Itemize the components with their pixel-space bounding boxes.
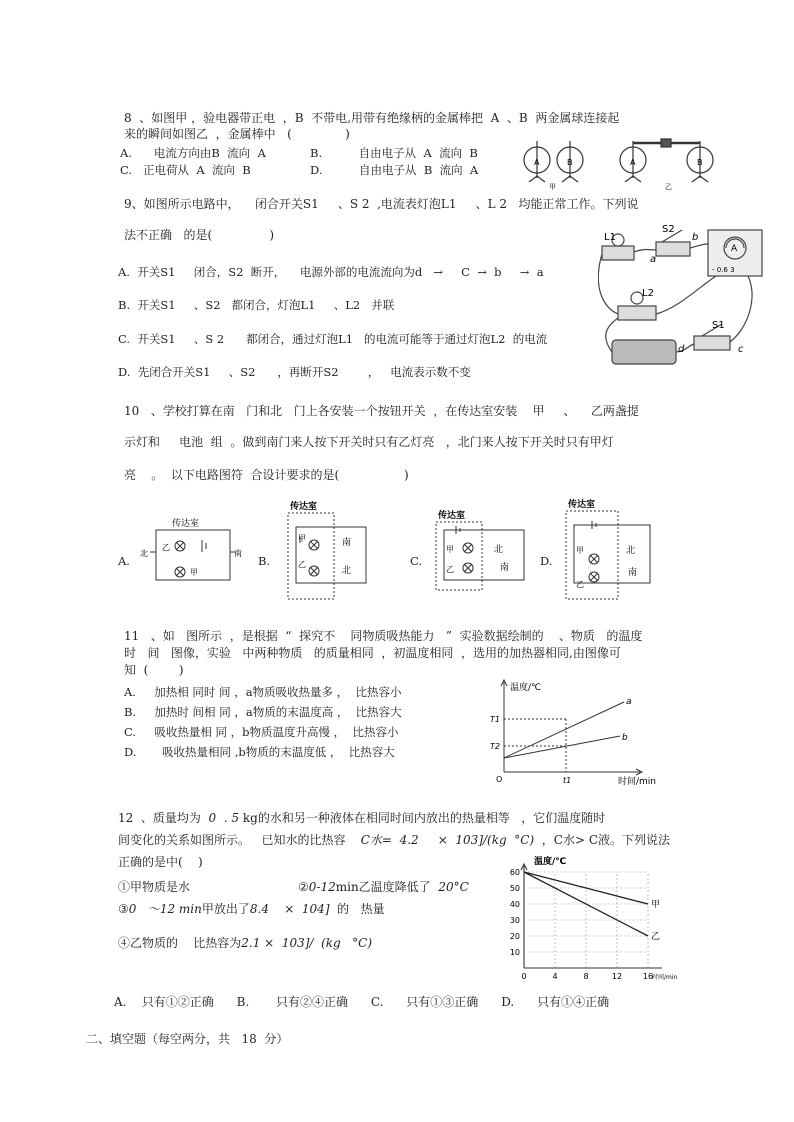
q10-circuit-c <box>434 506 530 592</box>
q10-stem-line3: 亮 。 以下电路图符 合设计要求的是( ) <box>124 468 409 482</box>
q11-option-b[interactable]: B. 加热时 间相 同 ，a物质的末温度高 ， 比热容大 <box>124 705 402 719</box>
q12-statement-3 <box>118 901 385 917</box>
q10c-jia-label: 甲 <box>446 545 454 554</box>
q10c-bei-label: 北 <box>494 545 504 555</box>
fig9-label-ammeter: A <box>731 244 738 254</box>
q12-s2-val: 0-12 <box>308 880 336 894</box>
section-2-heading: 二、填空题（每空两分，共 18 分） <box>86 1032 289 1046</box>
q10d-nan-label: 南 <box>628 568 638 578</box>
q10-stem-line1: 10 、学校打算在南 门和北 门上各安装一个按钮开关 ，在传达室安装 甲 、 乙两盏提 <box>124 404 639 418</box>
q9-option-c[interactable]: C. 开关S1 、S 2 都闭合，通过灯泡L1 的电流可能等于通过灯泡L2 的电流 <box>118 332 548 346</box>
q12-water-specific-heat: C水= 4.2 × 103]/(kg °C) <box>360 833 535 847</box>
fig8-label-jia: 甲 <box>549 183 556 190</box>
q12-s4-pre: ④乙物质的 比热容为 <box>118 936 242 950</box>
q10d-yi-label: 乙 <box>576 580 584 589</box>
q10-option-b[interactable]: B. <box>258 554 271 568</box>
q10-option-a[interactable]: A. <box>118 554 130 568</box>
q12-xtick-label: 0 <box>521 972 527 981</box>
q12-xtick-label: 16 <box>642 972 654 981</box>
q10-option-c[interactable]: C. <box>410 554 423 568</box>
q9-stem-line2: 法不正确 的是( ) <box>124 228 275 242</box>
fig9-label-c: c <box>738 344 744 355</box>
fig9-label-scale: - 0.6 3 <box>712 266 735 274</box>
q10c-room-label: 传达室 <box>438 511 466 521</box>
q12-stem-line2-post: ，C水> C液。下列说法 <box>534 833 671 847</box>
q12-line-chart <box>498 852 678 982</box>
q12-xtick-label: 12 <box>611 972 623 981</box>
q12-stem-line3: 正确的是中( ) <box>118 855 203 869</box>
q11-origin-label: O <box>496 775 503 784</box>
q12-s2-pre: ② <box>298 880 309 894</box>
q12-stem-line2-pre: 间变化的关系如图所示。 已知水的比热容 <box>118 833 361 847</box>
q8-option-b[interactable]: B. 自由电子从 A 流向 B <box>310 146 478 160</box>
q12-stem-line1 <box>118 810 605 826</box>
q11-time-label: t1 <box>563 776 572 785</box>
q10b-jia-label: 甲 <box>298 534 306 543</box>
q10b-room-label: 传达室 <box>290 502 318 512</box>
electroscope-figure <box>515 138 725 190</box>
q10a-bei-label: 北 <box>140 549 148 558</box>
q12-s3-mid: 甲放出了 <box>201 902 250 916</box>
q10b-bei-label: 北 <box>342 566 352 576</box>
q11-line-b-label: b <box>622 733 628 743</box>
q10b-nan-label: 南 <box>342 538 352 548</box>
q9-stem-line1: 9、如图所示电路中， 闭合开关S1 、S 2 ,电流表灯泡L1 、L 2 均能正常工作。下列说 <box>124 197 639 211</box>
q10-circuit-b <box>286 495 372 601</box>
q9-option-a[interactable]: A. 开关S1 闭合，S2 断开， 电源外部的电流流向为d → C → b → a <box>118 265 544 279</box>
q10c-nan-label: 南 <box>500 563 510 573</box>
q10a-room-label: 传达室 <box>172 519 200 529</box>
q11-stem-line2: 时 间 图像，实验 中两种物质 的质量相同 ，初温度相同 ，选用的加热器相同,由图像可 <box>124 646 621 660</box>
q10a-jia-label: 甲 <box>190 568 198 577</box>
q10d-jia-label: 甲 <box>576 546 584 555</box>
q12-xtick-label: 8 <box>583 972 589 981</box>
q10-circuit-a <box>138 512 248 588</box>
fig8-label-yi: 乙 <box>665 183 672 190</box>
q12-ytick-label: 40 <box>509 900 520 909</box>
q11-temperature-graph <box>490 676 670 788</box>
fig8-label-a2: A <box>630 158 636 167</box>
fig9-label-l1: L1 <box>604 232 616 243</box>
q8-stem-line2: 来的瞬间如图乙 ，金属棒中 ( ) <box>124 127 350 141</box>
fig8-label-a1: A <box>534 158 540 167</box>
q12-s2-temp: 20°C <box>438 880 469 894</box>
q12-series-label-2: 乙 <box>651 932 661 942</box>
q11-ylabel: 温度/℃ <box>510 683 542 693</box>
fig8-label-b1: B <box>567 158 573 167</box>
q12-s3-heat: 8.4 × 104] <box>249 902 330 916</box>
circuit-photo-figure <box>598 218 768 370</box>
q12-ytick-label: 50 <box>509 884 520 893</box>
q10b-yi-label: 乙 <box>298 560 306 569</box>
q11-line-a-label: a <box>626 697 632 707</box>
q11-t2-label: T2 <box>490 742 500 751</box>
q12-mass-value: 0 . 5 <box>208 811 240 825</box>
q10d-room-label: 传达室 <box>568 500 596 510</box>
q11-stem-line1: 11 、如 图所示 ，是根据 “ 探究不 同物质吸热能力 ” 实验数据绘制的 、物质 的温度 <box>124 629 643 643</box>
q8-option-c[interactable]: C. 正电荷从 A 流向 B <box>120 163 251 177</box>
q11-option-d[interactable]: D. 吸收热量相同 ,b物质的末温度低 ， 比热容大 <box>124 745 395 759</box>
fig9-label-a: a <box>650 254 657 265</box>
q12-s2-post: min乙温度降低了 <box>335 880 439 894</box>
fig8-label-b2: B <box>697 158 703 167</box>
q12-ytick-label: 20 <box>509 932 520 941</box>
q11-xlabel: 时间/min <box>618 777 657 787</box>
fig9-label-b: b <box>692 232 699 243</box>
q12-s3-pre: ③ <box>118 902 129 916</box>
q12-options[interactable]: A. 只有①②正确 B. 只有②④正确 C. 只有①③正确 D. 只有①④正确 <box>114 995 610 1009</box>
q12-xtick-label: 4 <box>552 972 558 981</box>
q11-option-a[interactable]: A. 加热相 同时 间 ，a物质吸收热量多 ， 比热容小 <box>124 685 402 699</box>
q12-ytick-label: 10 <box>509 948 520 957</box>
q12-ylabel: 温度/℃ <box>534 857 567 867</box>
q12-s3-val: 0 ～12 min <box>128 902 202 916</box>
q10-stem-line2: 示灯和 电池 组 。做到南门来人按下开关时只有乙灯亮 ，北门来人按下开关时只有甲灯 <box>124 435 614 449</box>
q12-s3-post: 的 热量 <box>329 902 385 916</box>
q12-xlabel: 时间/min <box>652 974 678 981</box>
q12-series-label-1: 甲 <box>651 900 661 910</box>
q10d-bei-label: 北 <box>626 546 636 556</box>
q10-option-d[interactable]: D. <box>540 554 553 568</box>
q12-s4-val: 2.1 × 103]/ (kg °C) <box>241 936 373 950</box>
q12-ytick-label: 30 <box>509 916 520 925</box>
q11-t1-label: T1 <box>490 715 500 724</box>
q12-statement-2 <box>298 879 469 895</box>
q8-option-d[interactable]: D. 自由电子从 B 流向 A <box>310 163 479 177</box>
fig9-label-s2: S2 <box>662 224 675 235</box>
q8-option-a[interactable]: A. 电流方向由B 流向 A <box>120 146 266 160</box>
q10a-yi-label: 乙 <box>162 543 170 552</box>
q10-circuit-d <box>562 495 658 601</box>
q9-option-b[interactable]: B. 开关S1 、S2 都闭合，灯泡L1 、L2 并联 <box>118 298 395 312</box>
q11-stem-line3: 知 ( ) <box>124 663 184 677</box>
q8-stem-line1: 8 、如图甲 ，验电器带正电 ，B 不带电,用带有绝缘柄的金属棒把 A 、B 两金属球连接起 <box>124 111 620 125</box>
q12-ytick-label: 60 <box>509 868 520 877</box>
fig9-label-l2: L2 <box>642 288 654 299</box>
q12-statement-4 <box>118 935 372 951</box>
q10c-yi-label: 乙 <box>446 565 454 574</box>
q11-option-c[interactable]: C. 吸收热量相 同 ，b物质温度升高慢 ， 比热容小 <box>124 725 399 739</box>
q12-stem-line1-pre: 12 、质量均为 <box>118 811 209 825</box>
q9-option-d[interactable]: D. 先闭合开关S1 、S2 ，再断开S2 ， 电流表示数不变 <box>118 365 471 379</box>
q12-stem-line1-post: kg的水和另一种液体在相同时间内放出的热量相等 ，它们温度随时 <box>239 811 606 825</box>
fig9-label-d: d <box>678 344 685 355</box>
q12-stem-line2 <box>118 832 670 848</box>
fig9-label-s1: S1 <box>712 320 725 331</box>
q12-statement-1: ①甲物质是水 <box>118 880 191 894</box>
q10a-nan-label: 南 <box>234 549 242 558</box>
